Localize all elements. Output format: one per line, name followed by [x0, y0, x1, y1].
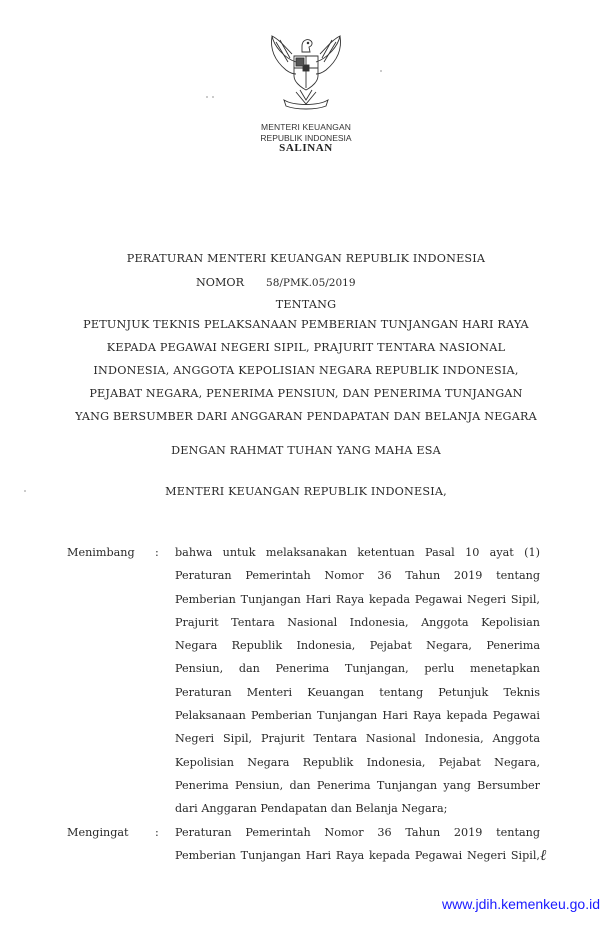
text-line: Pelaksanaan Pemberian Tunjangan Hari Raya kepada Pegawai	[175, 709, 540, 723]
mengingat-text	[175, 821, 540, 868]
text-line: bahwa untuk melaksanakan ketentuan Pasal 10 ayat (1)	[175, 546, 540, 559]
scan-speck	[212, 96, 214, 98]
institution-line-2: REPUBLIK INDONESIA	[260, 133, 352, 143]
menimbang-text	[175, 541, 540, 821]
issuer: MENTERI KEUANGAN REPUBLIK INDONESIA,	[165, 485, 447, 498]
mengingat-label: Mengingat	[67, 826, 129, 839]
subject-line: PEJABAT NEGARA, PENERIMA PENSIUN, DAN PENERIMA TUNJANGAN	[89, 387, 523, 400]
scan-speck	[24, 490, 26, 492]
text-line: Pemberian Tunjangan Hari Raya kepada Pegawai Negeri Sipil,	[175, 849, 540, 863]
institution-line-1: MENTERI KEUANGAN	[261, 122, 351, 132]
website-link[interactable]: www.jdih.kemenkeu.go.id	[442, 896, 600, 912]
subject-line: INDONESIA, ANGGOTA KEPOLISIAN NEGARA REPUBLIK INDONESIA,	[93, 364, 519, 377]
text-line: Peraturan Pemerintah Nomor 36 Tahun 2019 tentang	[175, 569, 540, 583]
nomor-value: 58/PMK.05/2019	[266, 277, 356, 289]
garuda-emblem-icon	[266, 32, 346, 116]
scan-speck	[380, 70, 382, 72]
preamble: DENGAN RAHMAT TUHAN YANG MAHA ESA	[171, 444, 441, 457]
regulation-number	[196, 276, 356, 289]
scan-speck	[206, 96, 208, 98]
text-line: Pensiun, dan Penerima Tunjangan, perlu menetapkan	[175, 662, 540, 676]
mengingat-colon: :	[155, 826, 159, 839]
text-line: Kepolisian Negara Republik Indonesia, Pejabat Negara,	[175, 755, 540, 769]
subject-line: KEPADA PEGAWAI NEGERI SIPIL, PRAJURIT TENTARA NASIONAL	[106, 341, 506, 354]
subject-line: YANG BERSUMBER DARI ANGGARAN PENDAPATAN DAN BELANJA NEGARA	[75, 410, 537, 423]
text-line: dari Anggaran Pendapatan dan Belanja Negara;	[175, 802, 448, 816]
text-line: Negara Republik Indonesia, Pejabat Negara, Penerima	[175, 639, 540, 653]
regulation-title: PERATURAN MENTERI KEUANGAN REPUBLIK INDONESIA	[126, 252, 486, 265]
salinan-stamp: SALINAN	[279, 142, 333, 154]
menimbang-colon: :	[155, 546, 159, 559]
text-line: Penerima Pensiun, dan Penerima Tunjangan yang Bersumber	[175, 778, 540, 792]
text-line: Negeri Sipil, Prajurit Tentara Nasional Indonesia, Anggota	[175, 732, 540, 746]
text-line: Peraturan Menteri Keuangan tentang Petunjuk Teknis	[175, 685, 540, 699]
text-line: Prajurit Tentara Nasional Indonesia, Anggota Kepolisian	[175, 615, 540, 629]
tentang-heading: TENTANG	[275, 298, 337, 311]
text-line: Peraturan Pemerintah Nomor 36 Tahun 2019 tentang	[175, 826, 540, 839]
nomor-label: NOMOR	[196, 276, 245, 289]
menimbang-label: Menimbang	[67, 546, 135, 559]
paraf-initial: ℓ	[540, 846, 547, 864]
text-line: Pemberian Tunjangan Hari Raya kepada Pegawai Negeri Sipil,	[175, 592, 540, 606]
subject-line: PETUNJUK TEKNIS PELAKSANAAN PEMBERIAN TUNJANGAN HARI RAYA	[83, 318, 529, 331]
